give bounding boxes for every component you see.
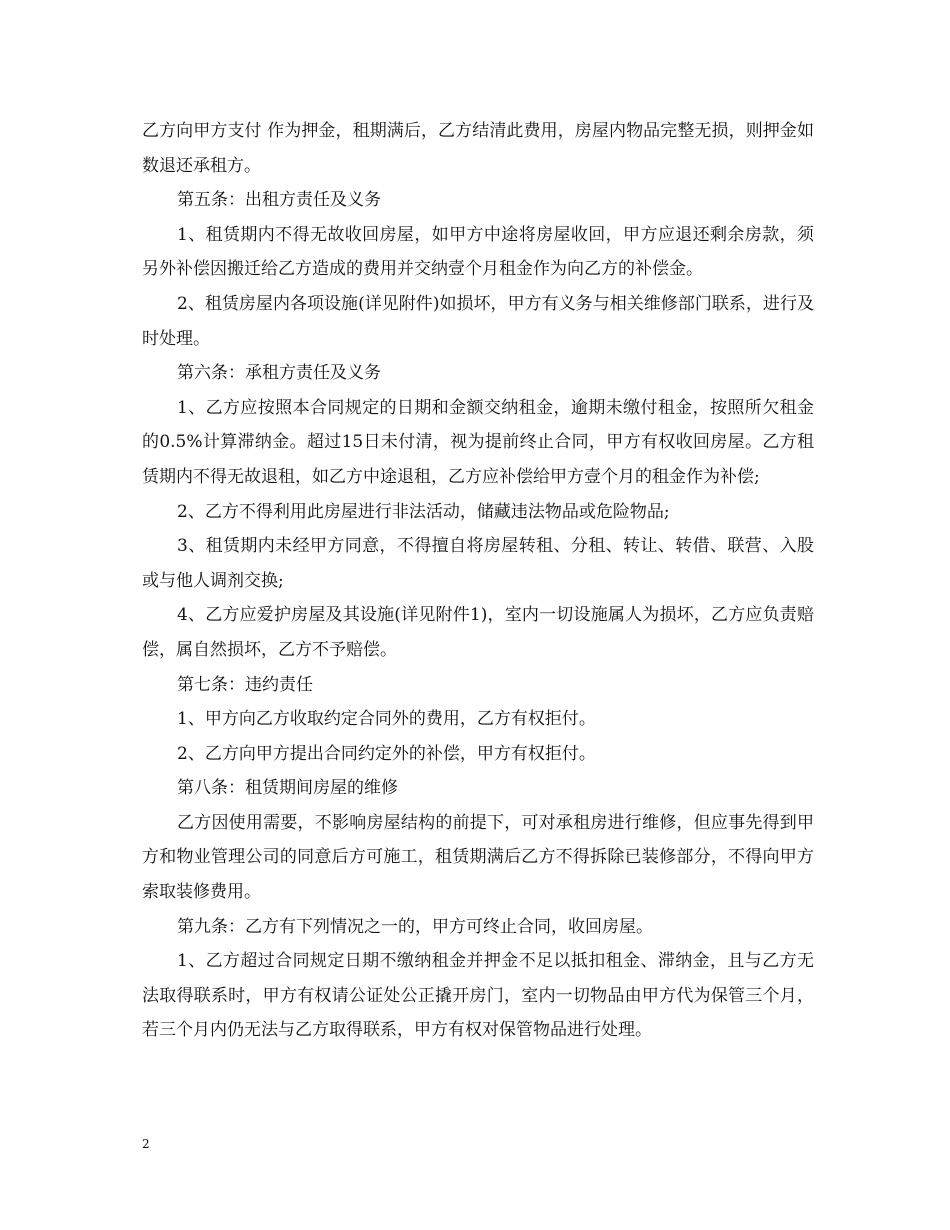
paragraph-article-7-item-1: 1、甲方向乙方收取约定合同外的费用，乙方有权拒付。 [177,709,596,730]
heading-article-7: 第七条：违约责任 [177,674,313,695]
document-body [142,114,814,1048]
paragraph-article-6-item-1: 1、乙方应按照本合同规定的日期和金额交纳租金，逾期未缴付租金，按照所欠租金的0.5%计算滞纳金。超过15日未付清，视为提前终止合同，甲方有权收回房屋。乙方租赁期内不得无故退租，如乙方中途退租，乙方应补偿给甲方壹个月的租金作为补偿; [142,397,814,487]
paragraph-article-6-item-4: 4、乙方应爱护房屋及其设施(详见附件1)，室内一切设施属人为损坏，乙方应负责赔偿，属自然损坏，乙方不予赔偿。 [142,605,814,660]
paragraph-article-8: 乙方因使用需要，不影响房屋结构的前提下，可对承租房进行维修，但应事先得到甲方和物业管理公司的同意后方可施工，租赁期满后乙方不得拆除已装修部分，不得向甲方索取装修费用。 [142,812,814,903]
heading-article-5: 第五条：出租方责任及义务 [177,190,381,211]
paragraph-deposit: 乙方向甲方支付 作为押金，租期满后，乙方结清此费用，房屋内物品完整无损，则押金如数退还承租方。 [142,121,814,176]
paragraph-article-5-item-1: 1、租赁期内不得无故收回房屋，如甲方中途将房屋收回，甲方应退还剩余房款，须另外补偿因搬迁给乙方造成的费用并交纳壹个月租金作为向乙方的补偿金。 [142,224,814,280]
heading-article-8: 第八条：租赁期间房屋的维修 [177,778,398,799]
page-number: 2 [142,1137,150,1151]
paragraph-article-7-item-2: 2、乙方向甲方提出合同约定外的补偿，甲方有权拒付。 [177,743,596,764]
heading-article-6: 第六条：承租方责任及义务 [177,363,381,384]
paragraph-article-6-item-3: 3、租赁期内未经甲方同意，不得擅自将房屋转租、分租、转让、转借、联营、入股或与他人调剂交换; [142,536,814,591]
paragraph-article-9-item-1: 1、乙方超过合同规定日期不缴纳租金并押金不足以抵扣租金、滞纳金，且与乙方无法取得联系时，甲方有权请公证处公正撬开房门，室内一切物品由甲方代为保管三个月，若三个月内仍无法与乙方取得联系，甲方有权对保管物品进行处理。 [142,951,814,1041]
paragraph-article-5-item-2: 2、租赁房屋内各项设施(详见附件)如损坏，甲方有义务与相关维修部门联系，进行及时处理。 [142,293,814,349]
paragraph-article-6-item-2: 2、乙方不得利用此房屋进行非法活动，储藏违法物品或危险物品; [177,501,670,522]
heading-article-9: 第九条：乙方有下列情况之一的，甲方可终止合同，收回房屋。 [177,916,653,937]
